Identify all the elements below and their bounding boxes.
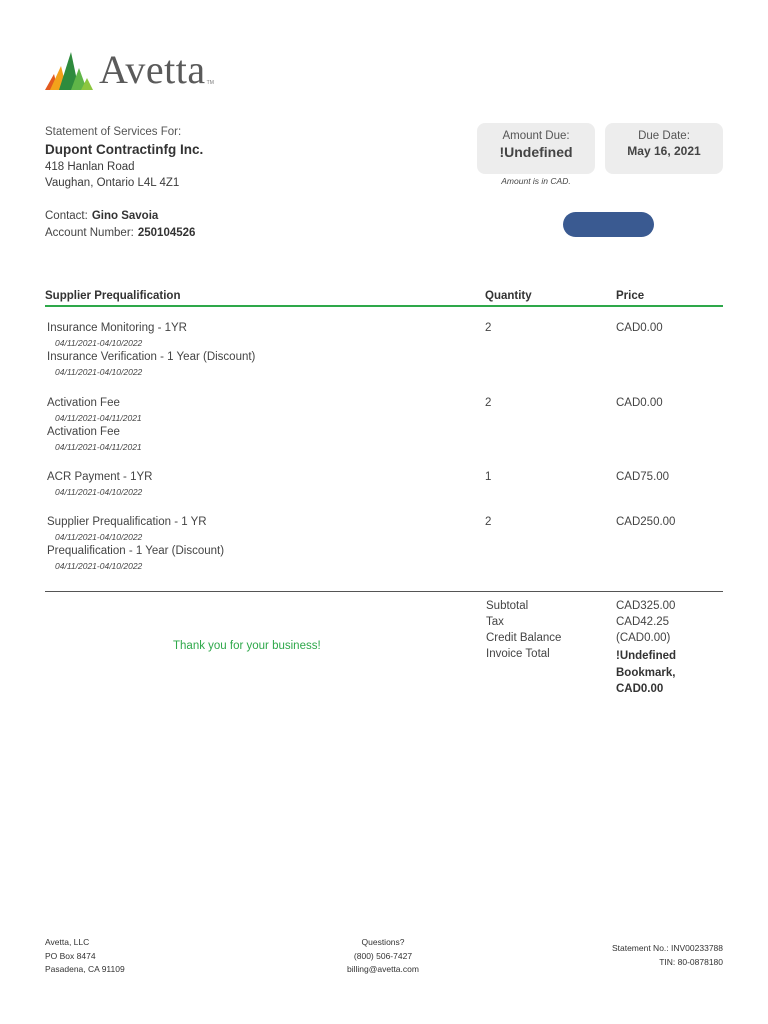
logo-wordmark: Avetta bbox=[99, 47, 206, 92]
amount-due-value: !Undefined bbox=[499, 144, 573, 160]
line-item-date: 04/11/2021-04/11/2021 bbox=[55, 413, 142, 423]
line-item-quantity: 2 bbox=[485, 516, 492, 528]
footer-questions: Questions? bbox=[361, 937, 405, 947]
line-item-name: Insurance Verification - 1 Year (Discount) bbox=[47, 351, 256, 363]
thank-you-message: Thank you for your business! bbox=[173, 640, 321, 652]
address-line-1: 418 Hanlan Road bbox=[45, 160, 135, 173]
line-item-name: ACR Payment - 1YR bbox=[47, 471, 153, 483]
line-item-name: Prequalification - 1 Year (Discount) bbox=[47, 545, 225, 557]
line-item-name: Supplier Prequalification - 1 YR bbox=[47, 516, 207, 528]
column-header-price: Price bbox=[616, 290, 645, 302]
currency-note: Amount is in CAD. bbox=[501, 176, 571, 186]
line-item-price: CAD0.00 bbox=[616, 397, 663, 409]
column-header-item: Supplier Prequalification bbox=[45, 290, 181, 302]
credit-balance-value: (CAD0.00) bbox=[616, 632, 671, 644]
footer-email[interactable]: billing@avetta.com bbox=[347, 964, 419, 974]
invoice-total-label: Invoice Total bbox=[486, 648, 550, 660]
line-item-name: Insurance Monitoring - 1YR bbox=[47, 322, 187, 334]
subtotal-value: CAD325.00 bbox=[616, 600, 676, 612]
bill-to-block bbox=[45, 124, 203, 192]
line-item-name: Activation Fee bbox=[47, 426, 120, 438]
line-item-quantity: 1 bbox=[485, 471, 492, 483]
totals-divider bbox=[45, 591, 723, 592]
due-date-box bbox=[605, 123, 723, 174]
amount-due-box bbox=[477, 123, 595, 174]
contact-name: Gino Savoia bbox=[91, 210, 159, 222]
due-date-value: May 16, 2021 bbox=[627, 144, 701, 158]
trademark-mark: TM bbox=[206, 80, 214, 86]
invoice-total-value: !Undefined Bookmark, CAD0.00 bbox=[616, 650, 677, 695]
footer-statement-info bbox=[612, 942, 723, 969]
line-item-price: CAD250.00 bbox=[616, 516, 676, 528]
subtotal-label: Subtotal bbox=[486, 600, 529, 612]
footer-po-box: PO Box 8474 bbox=[45, 950, 96, 961]
contact-block bbox=[45, 208, 195, 242]
credit-balance-label: Credit Balance bbox=[486, 632, 562, 644]
statement-for-label: Statement of Services For: bbox=[45, 126, 182, 138]
account-number-label: Account Number: bbox=[45, 227, 134, 239]
avetta-logo-mark-icon bbox=[45, 48, 93, 90]
line-item-date: 04/11/2021-04/11/2021 bbox=[55, 442, 142, 452]
avetta-logo bbox=[45, 44, 214, 90]
header-divider bbox=[45, 305, 723, 307]
footer-phone: (800) 506-7427 bbox=[353, 950, 413, 961]
footer-city: Pasadena, CA 91109 bbox=[45, 964, 125, 974]
tax-value: CAD42.25 bbox=[616, 616, 670, 628]
line-item-date: 04/11/2021-04/10/2022 bbox=[55, 487, 143, 497]
line-item-date: 04/11/2021-04/10/2022 bbox=[55, 367, 143, 377]
amount-due-label: Amount Due: bbox=[502, 130, 570, 142]
footer-company: Avetta, LLC bbox=[45, 937, 90, 947]
address-line-2: Vaughan, Ontario L4L 4Z1 bbox=[45, 177, 180, 189]
line-item-date: 04/11/2021-04/10/2022 bbox=[55, 338, 143, 348]
line-item-price: CAD0.00 bbox=[616, 322, 663, 334]
line-item-date: 04/11/2021-04/10/2022 bbox=[55, 561, 143, 571]
customer-company: Dupont Contractinfg Inc. bbox=[45, 141, 204, 157]
line-item-price: CAD75.00 bbox=[616, 471, 670, 483]
tin-number: TIN: 80-0878180 bbox=[659, 956, 723, 967]
line-item-quantity: 2 bbox=[485, 397, 492, 409]
line-item-name: Activation Fee bbox=[47, 397, 120, 409]
line-item-quantity: 2 bbox=[485, 322, 492, 334]
line-item-date: 04/11/2021-04/10/2022 bbox=[55, 532, 143, 542]
footer-company-address bbox=[45, 936, 125, 977]
account-number: 250104526 bbox=[137, 227, 196, 239]
pay-now-button[interactable] bbox=[563, 212, 654, 237]
column-header-quantity: Quantity bbox=[485, 290, 532, 302]
contact-label: Contact: bbox=[45, 210, 88, 222]
footer-contact bbox=[320, 936, 446, 977]
statement-number: Statement No.: INV00233788 bbox=[611, 943, 723, 953]
tax-label: Tax bbox=[486, 616, 504, 628]
due-date-label: Due Date: bbox=[638, 130, 690, 142]
